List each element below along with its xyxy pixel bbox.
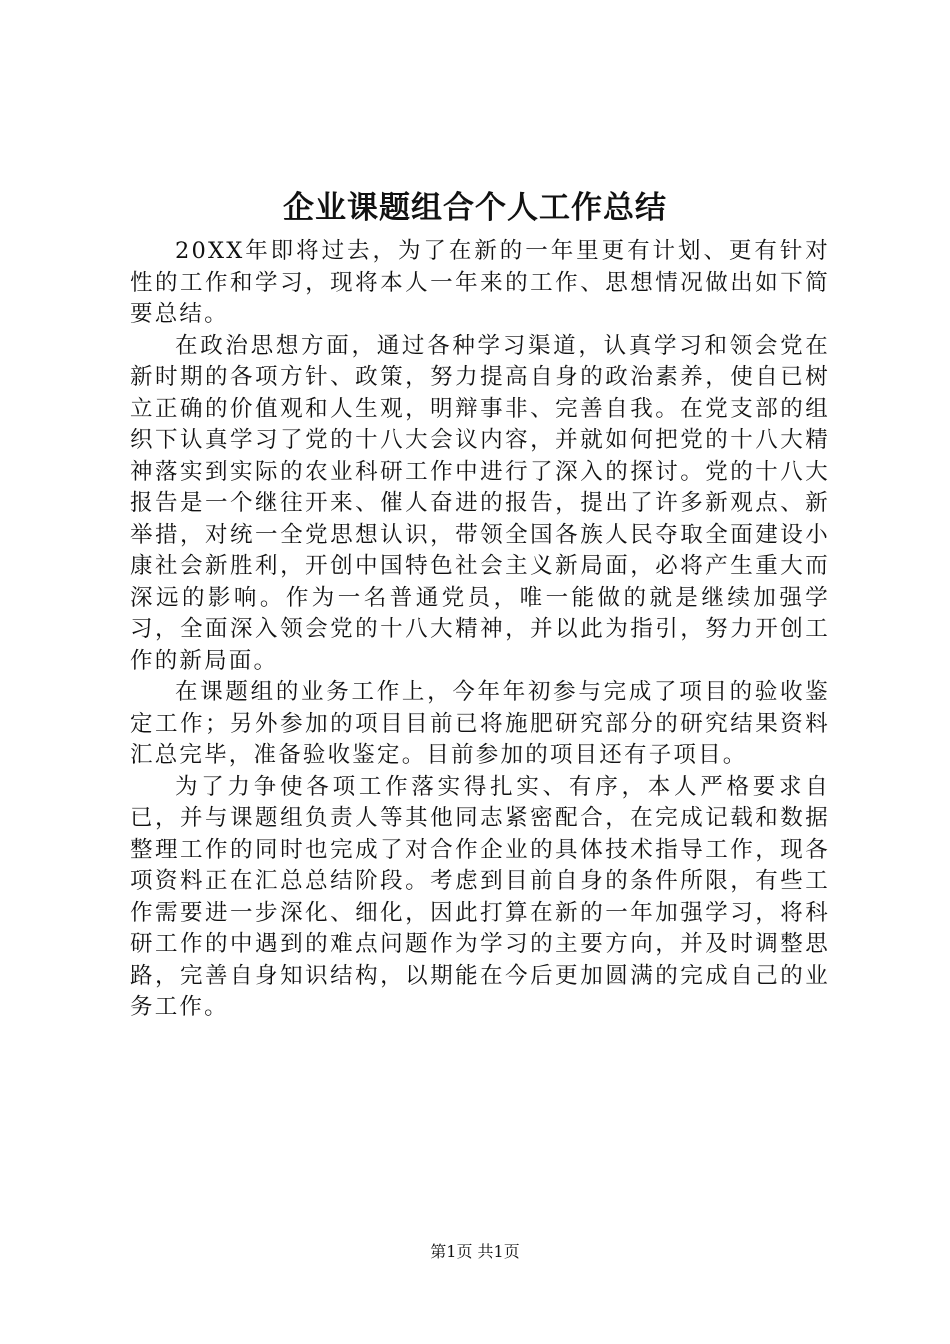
document-title: 企业课题组合个人工作总结: [283, 190, 667, 226]
paragraph-plans: 为了力争使各项工作落实得扎实、有序，本人严格要求自已，并与课题组负责人等其他同志紧密配合，在完成记载和数据整理工作的同时也完成了对合作企业的具体技术指导工作，现各项资料正在汇总总结阶段。考虑到目前自身的条件所限，有些工作需要进一步深化、细化，因此打算在新的一年加强学习，将科研工作的中遇到的难点问题作为学习的主要方向，并及时调整思路，完善自身知识结构，以期能在今后更加圆满的完成自己的业务工作。: [130, 773, 830, 1020]
paragraph-project-work: 在课题组的业务工作上，今年年初参与完成了项目的验收鉴定工作；另外参加的项目目前已将施肥研究部分的研究结果资料汇总完毕，准备验收鉴定。目前参加的项目还有子项目。: [130, 679, 830, 768]
page-number-footer: 第1页 共1页: [430, 1242, 520, 1261]
paragraph-political: 在政治思想方面，通过各种学习渠道，认真学习和领会党在新时期的各项方针、政策，努力提高自身的政治素养，使自已树立正确的价值观和人生观，明辩事非、完善自我。在党支部的组织下认真学习了党的十八大会议内容，并就如何把党的十八大精神落实到实际的农业科研工作中进行了深入的探讨。党的十八大报告是一个继往开来、催人奋进的报告，提出了许多新观点、新举措，对统一全党思想认识，带领全国各族人民夺取全面建设小康社会新胜利，开创中国特色社会主义新局面，必将产生重大而深远的影响。作为一名普通党员，唯一能做的就是继续加强学习，全面深入领会党的十八大精神，并以此为指引，努力开创工作的新局面。: [130, 332, 830, 674]
document-body: [130, 236, 830, 1024]
paragraph-intro: 20XX年即将过去，为了在新的一年里更有计划、更有针对性的工作和学习，现将本人一年来的工作、思想情况做出如下简要总结。: [130, 238, 830, 327]
